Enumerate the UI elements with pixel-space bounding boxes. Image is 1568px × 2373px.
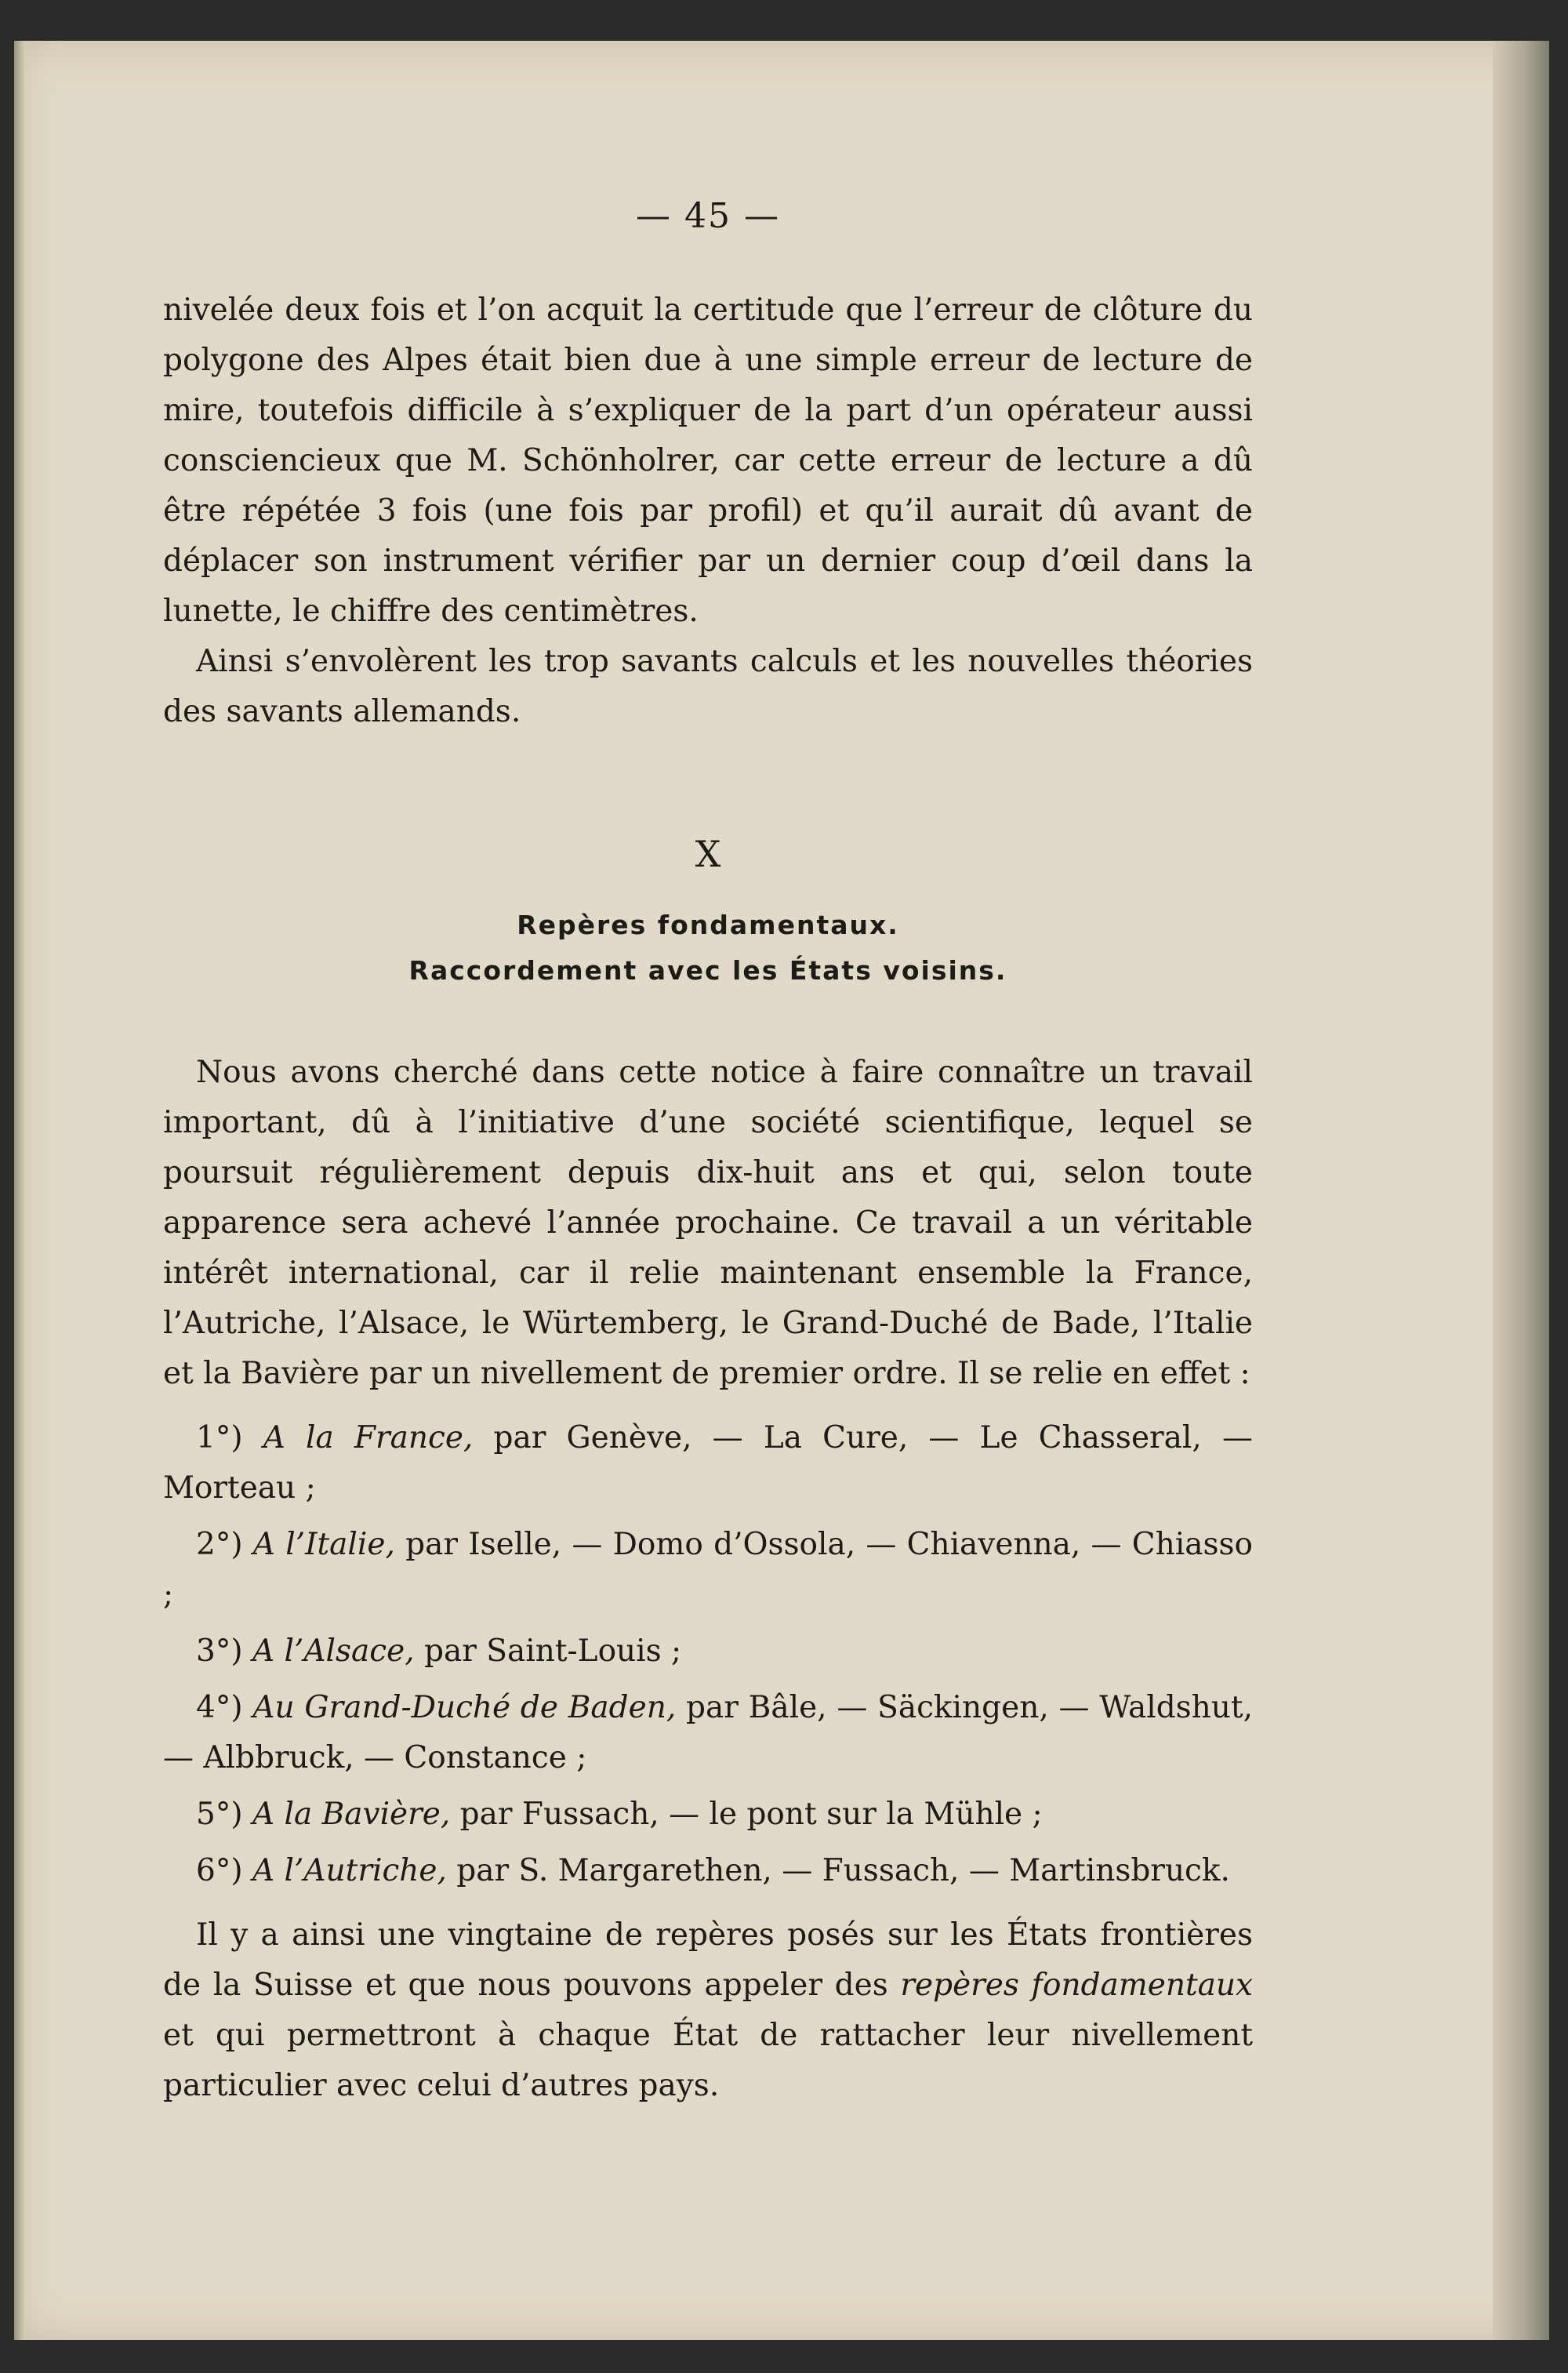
list-item xyxy=(163,1683,1253,1783)
item-country: A l’Alsace, xyxy=(252,1633,415,1669)
top-text xyxy=(163,285,1253,737)
item-country: A l’Italie, xyxy=(252,1527,395,1562)
paragraph-continued: nivelée deux fois et l’on acquit la certitude que l’erreur de clôture du polygone des Alpes était bien due à une simple erreur de lecture de mire, toutefois difficile à s’expliquer de la part d’un opérateur aussi consciencieux que M. Schönholrer, car cette erreur de lecture a dû être répétée 3 fois (une fois par profil) et qu’il aurait dû avant de déplacer son instrument vérifier par un dernier coup d’œil dans la lunette, le chiffre des centimètres. xyxy=(163,293,1253,629)
section-body xyxy=(163,1048,1253,2111)
list-item xyxy=(163,1413,1253,1514)
item-country: A l’Autriche, xyxy=(252,1853,447,1888)
closing-text-before: Il y a ainsi une vingtaine de repères posés sur les États frontières de la Suisse et que nous pouvons appeler des xyxy=(163,1917,1253,2003)
list-item xyxy=(163,1790,1253,1840)
item-route: par Genève, — La Cure, — Le Chasseral, — Morteau ; xyxy=(163,1420,1253,1506)
item-country: Au Grand-Duché de Baden, xyxy=(252,1690,677,1725)
item-number: 5°) xyxy=(196,1797,243,1832)
item-number: 1°) xyxy=(196,1420,243,1455)
page-gutter-shadow xyxy=(14,41,25,2340)
item-route: par Bâle, — Säckingen, — Waldshut, — Albbruck, — Constance ; xyxy=(163,1690,1253,1775)
item-number: 3°) xyxy=(196,1633,243,1669)
paragraph-conclusion: Ainsi s’envolèrent les trop savants calculs et les nouvelles théories des savants allemands. xyxy=(163,644,1253,729)
section-title-line2: Raccordement avec les États voisins. xyxy=(408,955,1007,986)
closing-paragraph xyxy=(163,1910,1253,2111)
section-title-line1: Repères fondamentaux. xyxy=(517,910,899,940)
item-country: A la Bavière, xyxy=(252,1797,451,1832)
list-item xyxy=(163,1626,1253,1677)
item-route: par Iselle, — Domo d’Ossola, — Chiavenna, — Chiasso ; xyxy=(163,1527,1253,1612)
item-number: 4°) xyxy=(196,1690,243,1725)
list-item xyxy=(163,1520,1253,1620)
item-number: 2°) xyxy=(196,1527,243,1562)
item-number: 6°) xyxy=(196,1853,243,1888)
item-country: A la France, xyxy=(263,1420,474,1455)
connections-list xyxy=(163,1413,1253,1896)
closing-emphasis: repères fondamentaux xyxy=(900,1968,1254,2003)
section-number: X xyxy=(695,833,721,875)
closing-text-after: et qui permettront à chaque État de rattacher leur nivellement particulier avec celui d’autres pays. xyxy=(163,2018,1253,2103)
page-number: — 45 — xyxy=(636,196,780,236)
page-fore-edge xyxy=(1493,41,1549,2340)
item-route: par Fussach, — le pont sur la Mühle ; xyxy=(459,1797,1043,1832)
item-route: par Saint-Louis ; xyxy=(424,1633,682,1669)
intro-paragraph: Nous avons cherché dans cette notice à faire connaître un travail important, dû à l’initiative d’une société scientifique, lequel se poursuit régulièrement depuis dix-huit ans et qui, selon toute apparence sera achevé l’année prochaine. Ce travail a un véritable intérêt international, car il relie maintenant ensemble la France, l’Autriche, l’Alsace, le Würtemberg, le Grand-Duché de Bade, l’Italie et la Bavière par un nivellement de premier ordre. Il se relie en effet : xyxy=(163,1055,1253,1391)
item-route: par S. Margarethen, — Fussach, — Martinsbruck. xyxy=(456,1853,1230,1888)
list-item xyxy=(163,1846,1253,1896)
book-page xyxy=(14,41,1549,2340)
